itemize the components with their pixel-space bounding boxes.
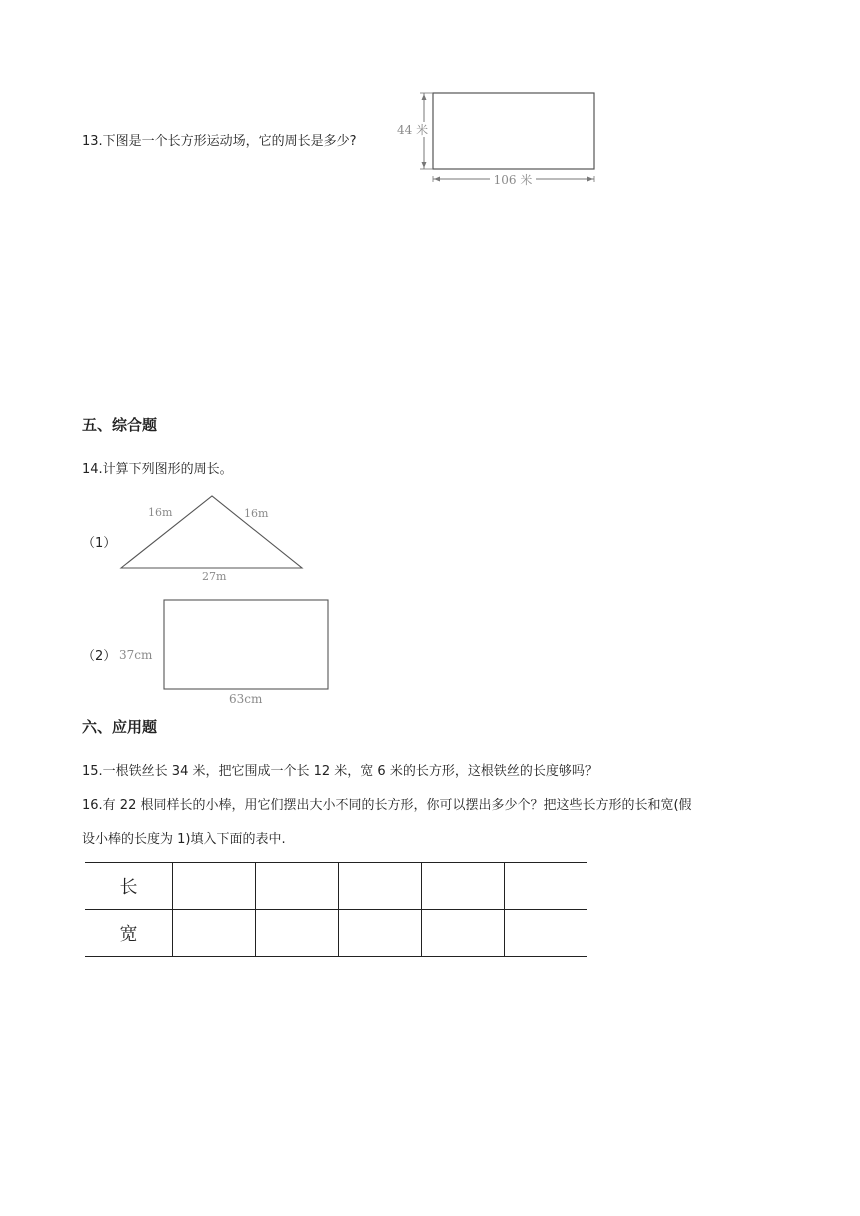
q14-triangle-figure xyxy=(112,490,312,586)
question-13-text: 13.下图是一个长方形运动场，它的周长是多少? xyxy=(82,134,357,149)
triangle-left-side-label: 16m xyxy=(148,506,173,519)
table-cell[interactable] xyxy=(505,863,588,910)
field-rectangle xyxy=(433,93,594,169)
q14-part2-label: （2） xyxy=(82,649,117,664)
section-6-title: 六、应用题 xyxy=(82,718,158,736)
question-14-text: 14.计算下列图形的周长。 xyxy=(82,462,233,477)
table-cell[interactable] xyxy=(339,863,422,910)
question-16-text-line1: 16.有 22 根同样长的小棒，用它们摆出大小不同的长方形，你可以摆出多少个？把这些长方形的长和宽(假 xyxy=(82,798,692,813)
row-header-length: 长 xyxy=(85,863,173,910)
section-5-title: 五、综合题 xyxy=(82,416,158,434)
table-cell[interactable] xyxy=(173,863,256,910)
question-15-text: 15.一根铁丝长 34 米，把它围成一个长 12 米，宽 6 米的长方形，这根铁丝的长度够吗？ xyxy=(82,764,598,779)
table-cell[interactable] xyxy=(422,910,505,957)
table-cell[interactable] xyxy=(173,910,256,957)
q13-rectangle-figure xyxy=(395,86,605,190)
question-16-text-line2: 设小棒的长度为 1)填入下面的表中. xyxy=(82,832,286,847)
width-label: 106 米 xyxy=(493,173,533,187)
table-cell[interactable] xyxy=(505,910,588,957)
triangle-right-side-label: 16m xyxy=(244,507,269,520)
table-row-width xyxy=(85,910,587,957)
table-row-length xyxy=(85,863,587,910)
table-cell[interactable] xyxy=(339,910,422,957)
table-cell[interactable] xyxy=(256,863,339,910)
q14-rectangle-figure xyxy=(115,596,335,708)
q14-part1-label: （1） xyxy=(82,536,117,551)
table-cell[interactable] xyxy=(256,910,339,957)
length-width-table xyxy=(85,862,587,957)
row-header-width: 宽 xyxy=(85,910,173,957)
rectangle-shape xyxy=(164,600,328,689)
table-cell[interactable] xyxy=(422,863,505,910)
rectangle-height-label: 37cm xyxy=(119,648,153,662)
rectangle-width-label: 63cm xyxy=(229,692,263,706)
triangle-base-label: 27m xyxy=(202,570,227,583)
height-label: 44 米 xyxy=(397,123,429,137)
